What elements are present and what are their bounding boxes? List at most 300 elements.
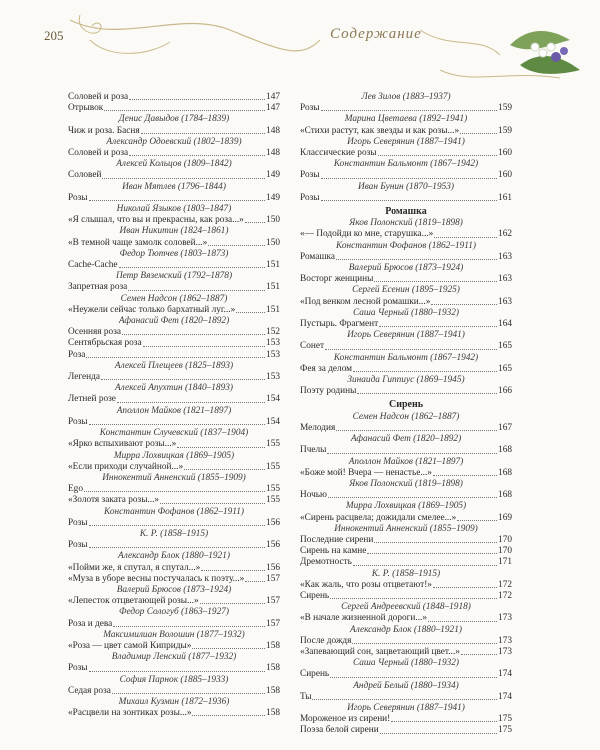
entry-page-number: 151	[266, 282, 280, 293]
section-heading: Сирень	[388, 399, 424, 411]
entry-title: Ego	[68, 484, 83, 495]
dot-leader	[208, 245, 265, 246]
dot-leader	[200, 603, 265, 604]
toc-entry[interactable]	[300, 386, 512, 397]
toc-entry[interactable]	[300, 193, 512, 204]
dot-leader	[201, 570, 265, 571]
toc-entry[interactable]	[68, 518, 280, 529]
dot-leader	[122, 334, 265, 335]
entry-title: Осенняя роза	[68, 327, 122, 338]
entry-title: Чиж и роза. Басня	[68, 125, 140, 136]
dot-leader	[192, 648, 265, 649]
entry-page-number: 150	[266, 237, 280, 248]
entry-title: «Я слышал, что вы и прекрасны, как роза...»	[68, 215, 244, 226]
toc-entry[interactable]	[68, 305, 280, 316]
entry-title: «Запевающий сон, зацветающий цвет...»	[300, 646, 460, 657]
toc-entry[interactable]	[300, 692, 512, 703]
toc-entry[interactable]	[68, 92, 280, 103]
author-heading: Андрей Белый (1880–1934)	[353, 680, 459, 691]
author-heading: Федор Тютчев (1803–1873)	[119, 248, 229, 259]
entry-title: Фея за делом	[300, 363, 353, 374]
page-number: 205	[44, 28, 64, 43]
author-heading: Зинаида Гиппиус (1869–1945)	[347, 375, 465, 386]
entry-page-number: 165	[498, 363, 512, 374]
author-heading: К. Р. (1858–1915)	[371, 568, 441, 579]
author-heading: Николай Языков (1803–1847)	[116, 204, 232, 215]
entry-page-number: 155	[266, 484, 280, 495]
dot-leader	[330, 677, 497, 678]
author-heading: Михаил Кузмин (1872–1936)	[118, 696, 230, 707]
dot-leader	[129, 99, 265, 100]
entry-title: Сирень на камне	[300, 546, 367, 557]
entry-title: Розы	[300, 192, 320, 203]
toc-entry[interactable]	[300, 714, 512, 725]
toc-entry[interactable]	[300, 297, 512, 308]
entry-title: Соловей и роза	[68, 92, 129, 102]
dot-leader	[367, 553, 497, 554]
dot-leader	[245, 581, 265, 582]
author-heading: Алексей Апухтин (1840–1893)	[115, 383, 233, 394]
author-heading: Константин Фофанов (1862–1911)	[336, 240, 476, 251]
toc-entry[interactable]	[68, 619, 280, 630]
entry-title: Розы	[300, 170, 320, 181]
entry-title: «Неужели сейчас только бархатный луг...»	[68, 304, 236, 315]
toc-entry[interactable]	[300, 126, 512, 137]
entry-page-number: 168	[498, 490, 512, 501]
entry-title: «Расцвели на зонтиках розы...»	[68, 708, 192, 719]
entry-title: «Если приходи случайной...»	[68, 461, 184, 472]
entry-page-number: 155	[266, 439, 280, 450]
entry-title: «Роза — цвет самой Киприды»	[68, 640, 192, 651]
toc-entry[interactable]	[300, 252, 512, 263]
toc-entry[interactable]	[300, 591, 512, 602]
toc-right-column	[300, 92, 512, 737]
entry-page-number: 152	[266, 327, 280, 338]
entry-page-number: 151	[266, 260, 280, 271]
dot-leader	[379, 326, 497, 327]
entry-title: Розы	[68, 517, 88, 528]
toc-entry[interactable]	[68, 260, 280, 271]
dot-leader	[245, 222, 265, 223]
dot-leader	[143, 346, 265, 347]
author-heading: Иван Никитин (1824–1861)	[119, 226, 229, 237]
author-heading: Семен Надсон (1862–1887)	[352, 411, 460, 422]
dot-leader	[433, 587, 497, 588]
entry-title: Соловей и роза	[68, 148, 129, 159]
toc-entry[interactable]	[68, 641, 280, 652]
entry-page-number: 148	[266, 125, 280, 136]
author-heading: Яков Полонский (1819–1898)	[349, 218, 463, 229]
dot-leader	[113, 626, 265, 627]
toc-entry[interactable]	[300, 319, 512, 330]
dot-leader	[119, 267, 265, 268]
entry-title: Мороженое из сирени!	[300, 714, 391, 725]
entry-title: Соловей	[68, 170, 102, 181]
toc-entry[interactable]	[300, 546, 512, 557]
dot-leader	[89, 671, 266, 672]
dot-leader	[378, 155, 498, 156]
author-heading: Афанасий Фет (1820–1892)	[350, 434, 462, 445]
toc-entry[interactable]	[68, 148, 280, 159]
entry-title: Cache-Cache	[68, 260, 118, 271]
author-heading: Валерий Брюсов (1873–1924)	[116, 584, 232, 595]
entry-title: Запретная роза	[68, 282, 128, 293]
toc-entry[interactable]	[300, 229, 512, 240]
dot-leader	[457, 520, 497, 521]
entry-title: Розы	[68, 540, 88, 551]
entry-page-number: 168	[498, 467, 512, 478]
dot-leader	[391, 721, 497, 722]
entry-title: Восторг женщины	[300, 274, 374, 285]
entry-page-number: 164	[498, 319, 512, 330]
dot-leader	[129, 155, 265, 156]
toc-entry[interactable]	[68, 484, 280, 495]
toc-entry[interactable]	[68, 338, 280, 349]
dot-leader	[102, 178, 265, 179]
author-heading: Александр Блок (1880–1921)	[350, 624, 462, 635]
entry-title: Ночью	[300, 490, 327, 501]
dot-leader	[374, 542, 497, 543]
dot-leader	[428, 621, 497, 622]
author-heading: Яков Полонский (1819–1898)	[349, 478, 463, 489]
author-heading: Максимилиан Волошин (1877–1932)	[103, 629, 245, 640]
author-heading: Аполлон Майков (1821–1897)	[116, 405, 232, 416]
dot-leader	[321, 200, 498, 201]
entry-title: «Сирень расцвела; дожидали смелее...»	[300, 512, 457, 523]
author-heading: Игорь Северянин (1887–1941)	[347, 702, 465, 713]
dot-leader	[328, 497, 497, 498]
toc-entry[interactable]	[300, 468, 512, 479]
author-heading: Саша Черный (1880–1932)	[353, 307, 459, 318]
entry-page-number: 175	[498, 725, 512, 736]
entry-title: «В начале жизненной дороги...»	[300, 613, 428, 624]
dot-leader	[112, 693, 265, 694]
author-heading: Аполлон Майков (1821–1897)	[348, 456, 464, 467]
toc-entry[interactable]	[300, 423, 512, 434]
entry-title: Дремотность	[300, 557, 352, 568]
toc-entry[interactable]	[68, 126, 280, 137]
toc-entry[interactable]	[68, 596, 280, 607]
toc-entry[interactable]	[300, 341, 512, 352]
toc-entry[interactable]	[68, 417, 280, 428]
toc-left-column	[68, 92, 280, 719]
dot-leader	[380, 733, 497, 734]
toc-entry[interactable]	[68, 327, 280, 338]
author-heading: Константин Бальмонт (1867–1942)	[333, 352, 479, 363]
page-title: Содержание	[330, 26, 422, 42]
author-heading: Александр Одоевский (1802–1839)	[106, 136, 242, 147]
entry-title: После дождя	[300, 635, 352, 646]
dot-leader	[434, 237, 497, 238]
dot-leader	[357, 393, 497, 394]
entry-title: «Стихи растут, как звезды и как розы...»	[300, 125, 460, 136]
entry-title: Розы	[68, 192, 88, 203]
entry-page-number: 173	[498, 635, 512, 646]
toc-entry[interactable]	[68, 708, 280, 719]
entry-title: Пустырь. Фрагмент	[300, 319, 379, 330]
toc-entry[interactable]	[300, 636, 512, 647]
toc-entry[interactable]	[300, 613, 512, 624]
dot-leader	[89, 547, 266, 548]
entry-page-number: 173	[498, 646, 512, 657]
author-heading: Владимир Ленский (1877–1932)	[111, 652, 237, 663]
entry-title: Седая роза	[68, 685, 111, 696]
entry-page-number: 157	[266, 596, 280, 607]
toc-entry[interactable]	[300, 647, 512, 658]
dot-leader	[104, 110, 265, 111]
entry-page-number: 160	[498, 170, 512, 181]
dot-leader	[141, 133, 265, 134]
entry-title: Розы	[300, 103, 320, 114]
entry-page-number: 154	[266, 416, 280, 427]
dot-leader	[86, 357, 265, 358]
dot-leader	[89, 525, 266, 526]
toc-entry[interactable]	[68, 282, 280, 293]
entry-title: Мелодия	[300, 422, 336, 433]
toc-entry[interactable]	[300, 513, 512, 524]
entry-page-number: 158	[266, 708, 280, 719]
entry-title: «Боже мой! Вчера — ненастье...»	[300, 467, 432, 478]
entry-page-number: 159	[498, 125, 512, 136]
author-heading: Сергей Андреевский (1848–1918)	[341, 602, 471, 613]
entry-page-number: 158	[266, 685, 280, 696]
toc-entry[interactable]	[300, 490, 512, 501]
entry-page-number: 153	[266, 372, 280, 383]
toc-entry[interactable]	[300, 557, 512, 568]
author-heading: Константин Фофанов (1862–1911)	[104, 506, 244, 517]
section-heading: Ромашка	[385, 206, 427, 218]
entry-title: Пчелы	[300, 445, 327, 456]
toc-entry[interactable]	[68, 238, 280, 249]
entry-page-number: 154	[266, 394, 280, 405]
toc-entry[interactable]	[300, 170, 512, 181]
dot-leader	[460, 133, 497, 134]
dot-leader	[89, 424, 266, 425]
author-heading: Марина Цветаева (1892–1941)	[344, 114, 468, 125]
dot-leader	[236, 312, 265, 313]
toc-entry[interactable]	[68, 495, 280, 506]
entry-title: Сирень	[300, 669, 330, 680]
entry-page-number: 170	[498, 546, 512, 557]
toc-entry[interactable]	[300, 364, 512, 375]
entry-page-number: 163	[498, 296, 512, 307]
toc-entry[interactable]	[300, 274, 512, 285]
entry-page-number: 161	[498, 192, 512, 203]
toc-entry[interactable]	[68, 574, 280, 585]
entry-title: Поэза белой сирени	[300, 725, 379, 736]
toc-entry[interactable]	[68, 540, 280, 551]
author-heading: Иннокентий Анненский (1855–1909)	[334, 523, 478, 534]
entry-page-number: 168	[498, 445, 512, 456]
entry-page-number: 163	[498, 251, 512, 262]
author-heading: Денис Давыдов (1784–1839)	[118, 114, 230, 125]
toc-entry[interactable]	[68, 372, 280, 383]
author-heading: Алексей Кольцов (1809–1842)	[116, 159, 232, 170]
toc-entry[interactable]	[68, 563, 280, 574]
entry-page-number: 156	[266, 540, 280, 551]
dot-leader	[353, 371, 497, 372]
dot-leader	[374, 281, 497, 282]
entry-page-number: 153	[266, 349, 280, 360]
toc-entry[interactable]	[300, 669, 512, 680]
toc-entry[interactable]	[68, 394, 280, 405]
toc-entry[interactable]	[300, 580, 512, 591]
entry-page-number: 175	[498, 714, 512, 725]
entry-page-number: 159	[498, 103, 512, 114]
entry-title: Летней розе	[68, 394, 116, 405]
lily-of-the-valley-illustration	[510, 31, 580, 74]
dot-leader	[89, 200, 266, 201]
entry-page-number: 165	[498, 341, 512, 352]
entry-page-number: 147	[266, 103, 280, 114]
author-heading: Иван Бунин (1870–1953)	[358, 181, 454, 192]
author-heading: Петр Вяземский (1792–1878)	[115, 271, 233, 282]
dot-leader	[117, 402, 265, 403]
entry-page-number: 163	[498, 274, 512, 285]
entry-title: Сентябрьская роза	[68, 338, 142, 349]
author-heading: Мирра Лохвицкая (1869–1905)	[345, 501, 467, 512]
entry-page-number: 162	[498, 229, 512, 240]
entry-title: Роза и дева	[68, 618, 113, 629]
entry-title: Отрывок	[68, 103, 104, 114]
dot-leader	[327, 453, 497, 454]
toc-entry[interactable]	[300, 445, 512, 456]
entry-title: «Ярко вспыхивают розы...»	[68, 439, 177, 450]
author-heading: Валерий Брюсов (1873–1924)	[348, 263, 464, 274]
entry-title: «Пойми же, я спутал, я спутал...»	[68, 562, 201, 573]
author-heading: Семен Надсон (1862–1887)	[120, 293, 228, 304]
entry-page-number: 174	[498, 669, 512, 680]
author-heading: Александр Блок (1880–1921)	[118, 551, 230, 562]
entry-title: Поэту родины	[300, 386, 357, 397]
toc-entry[interactable]	[68, 350, 280, 361]
dot-leader	[192, 715, 265, 716]
entry-page-number: 150	[266, 215, 280, 226]
entry-page-number: 149	[266, 170, 280, 181]
toc-entry[interactable]	[68, 193, 280, 204]
dot-leader	[325, 349, 497, 350]
entry-page-number: 157	[266, 618, 280, 629]
entry-title: Розы	[68, 663, 88, 674]
dot-leader	[352, 643, 497, 644]
entry-page-number: 160	[498, 148, 512, 159]
author-heading: Игорь Северянин (1887–1941)	[347, 330, 465, 341]
dot-leader	[330, 598, 497, 599]
entry-page-number: 158	[266, 640, 280, 651]
author-heading: Саша Черный (1880–1932)	[353, 658, 459, 669]
toc-entry[interactable]	[300, 535, 512, 546]
author-heading: Константин Случевский (1837–1904)	[99, 428, 249, 439]
author-heading: Константин Бальмонт (1867–1942)	[333, 159, 479, 170]
author-heading: Иван Мятлев (1796–1844)	[122, 181, 226, 192]
toc-entry[interactable]	[68, 103, 280, 114]
toc-entry[interactable]	[68, 170, 280, 181]
entry-title: Сонет	[300, 341, 325, 352]
dot-leader	[312, 699, 497, 700]
toc-entry[interactable]	[68, 686, 280, 697]
entry-title: «Лепесток отцветающей розы...»	[68, 596, 199, 607]
dot-leader	[431, 304, 497, 305]
entry-title: Ромашка	[300, 251, 336, 262]
entry-title: «В темной чаще замолк соловей...»	[68, 237, 208, 248]
dot-leader	[336, 430, 497, 431]
entry-page-number: 166	[498, 386, 512, 397]
entry-title: Классические розы	[300, 148, 377, 159]
entry-title: Ты	[300, 691, 312, 702]
dot-leader	[353, 565, 497, 566]
toc-entry[interactable]	[300, 103, 512, 114]
toc-entry[interactable]	[68, 215, 280, 226]
entry-page-number: 153	[266, 338, 280, 349]
entry-page-number: 174	[498, 691, 512, 702]
dot-leader	[321, 178, 498, 179]
entry-page-number: 156	[266, 562, 280, 573]
entry-page-number: 167	[498, 422, 512, 433]
entry-title: «Как жаль, что розы отцветают!»	[300, 579, 432, 590]
ornamental-header	[0, 0, 600, 90]
author-heading: Мирра Лохвицкая (1869–1905)	[113, 450, 235, 461]
dot-leader	[461, 654, 497, 655]
toc-entry[interactable]	[300, 148, 512, 159]
entry-page-number: 172	[498, 579, 512, 590]
author-heading: Лев Зилов (1883–1937)	[361, 92, 451, 102]
dot-leader	[177, 447, 265, 448]
entry-page-number: 173	[498, 613, 512, 624]
dot-leader	[184, 469, 265, 470]
dot-leader	[321, 110, 498, 111]
author-heading: Афанасий Фет (1820–1892)	[118, 316, 230, 327]
toc-entry[interactable]	[68, 439, 280, 450]
entry-page-number: 172	[498, 590, 512, 601]
entry-page-number: 169	[498, 512, 512, 523]
entry-page-number: 148	[266, 148, 280, 159]
entry-page-number: 170	[498, 534, 512, 545]
entry-title: Розы	[68, 416, 88, 427]
entry-title: Легенда	[68, 372, 101, 383]
author-heading: Федор Сологуб (1863–1927)	[119, 607, 229, 618]
author-heading: Сергей Есенин (1895–1925)	[352, 285, 460, 296]
dot-leader	[101, 379, 265, 380]
toc-entry[interactable]	[68, 462, 280, 473]
entry-page-number: 149	[266, 192, 280, 203]
entry-title: «Под венком лесной ромашки...»	[300, 296, 431, 307]
entry-page-number: 151	[266, 304, 280, 315]
author-heading: К. Р. (1858–1915)	[139, 528, 209, 539]
entry-page-number: 171	[498, 557, 512, 568]
author-heading: Иннокентий Анненский (1855–1909)	[102, 472, 246, 483]
entry-page-number: 157	[266, 573, 280, 584]
entry-page-number: 158	[266, 663, 280, 674]
entry-title: «— Подойди ко мне, старушка...»	[300, 229, 434, 240]
entry-title: Роза	[68, 349, 86, 360]
toc-entry[interactable]	[68, 663, 280, 674]
author-heading: Алексей Плещеев (1825–1893)	[114, 360, 234, 371]
entry-title: «Золотя заката розы...»	[68, 495, 160, 506]
entry-page-number: 147	[266, 92, 280, 102]
toc-entry[interactable]	[300, 725, 512, 736]
author-heading: Игорь Северянин (1887–1941)	[347, 136, 465, 147]
entry-page-number: 156	[266, 517, 280, 528]
entry-title: Сирень	[300, 590, 330, 601]
entry-title: «Муза в уборе весны постучалась к поэту...»	[68, 573, 245, 584]
dot-leader	[128, 290, 265, 291]
dot-leader	[160, 503, 265, 504]
entry-title: Последние сирени	[300, 534, 374, 545]
dot-leader	[433, 475, 497, 476]
entry-page-number: 155	[266, 461, 280, 472]
dot-leader	[336, 259, 497, 260]
entry-page-number: 155	[266, 495, 280, 506]
